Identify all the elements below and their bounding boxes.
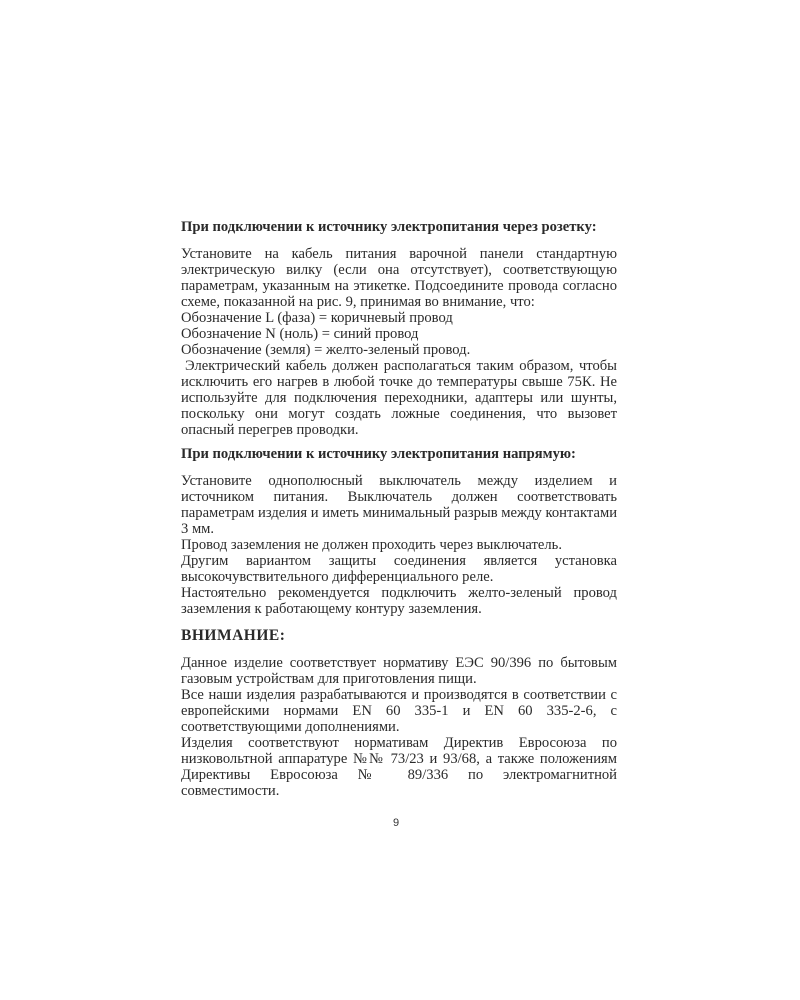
compliance-en-paragraph: Все наши изделия разрабатываются и производятся в соответствии с европейскими нормами EN 60 335-1 и EN 60 335-2-6, с соответствующими дополнениями. [181,687,617,735]
alternative-protection-paragraph: Другим вариантом защиты соединения является установка высокочувствительного дифференциального реле. [181,553,617,585]
wire-phase-line: Обозначение L (фаза) = коричневый провод [181,310,453,326]
direct-connection-paragraph: Установите однополюсный выключатель между изделием и источником питания. Выключатель должен соответствовать параметрам изделия и иметь минимальный разрыв между контактами 3 мм. [181,473,617,537]
earthing-recommendation-paragraph: Настоятельно рекомендуется подключить желто-зеленый провод заземления к работающему контуру заземления. [181,585,617,617]
compliance-gas-paragraph: Данное изделие соответствует нормативу ЕЭС 90/396 по бытовым газовым устройствам для приготовления пищи. [181,655,617,687]
warning-heading: ВНИМАНИЕ: [181,627,286,644]
wire-neutral-line: Обозначение N (ноль) = синий провод [181,326,419,342]
compliance-eu-directives-paragraph: Изделия соответствуют нормативам Директив Евросоюза по низковольтной аппаратуре №№ 73/23 и 93/68, а также положениям Директивы Евросоюза № 89/336 по электромагнитной совместимости. [181,735,617,799]
wire-earth-line: Обозначение (земля) = желто-зеленый провод. [181,342,471,358]
socket-connection-paragraph: Установите на кабель питания варочной панели стандартную электрическую вилку (если она отсутствует), соответствующую параметрам, указанным на этикетке. Подсоедините провода согласно схеме, показанной на рис. 9, принимая во внимание, что: [181,246,617,310]
ground-wire-note: Провод заземления не должен проходить через выключатель. [181,537,562,553]
direct-connection-heading: При подключении к источнику электропитания напрямую: [181,446,576,462]
socket-connection-heading: При подключении к источнику электропитания через розетку: [181,219,597,235]
cable-placement-paragraph: Электрический кабель должен располагаться таким образом, чтобы исключить его нагрев в любой точке до температуры свыше 75К. Не используйте для подключения переходники, адаптеры или шунты, поскольку они могут создать ложные соединения, что вызовет опасный перегрев проводки. [181,358,617,438]
document-page [181,219,617,799]
page-number: 9 [393,817,400,829]
